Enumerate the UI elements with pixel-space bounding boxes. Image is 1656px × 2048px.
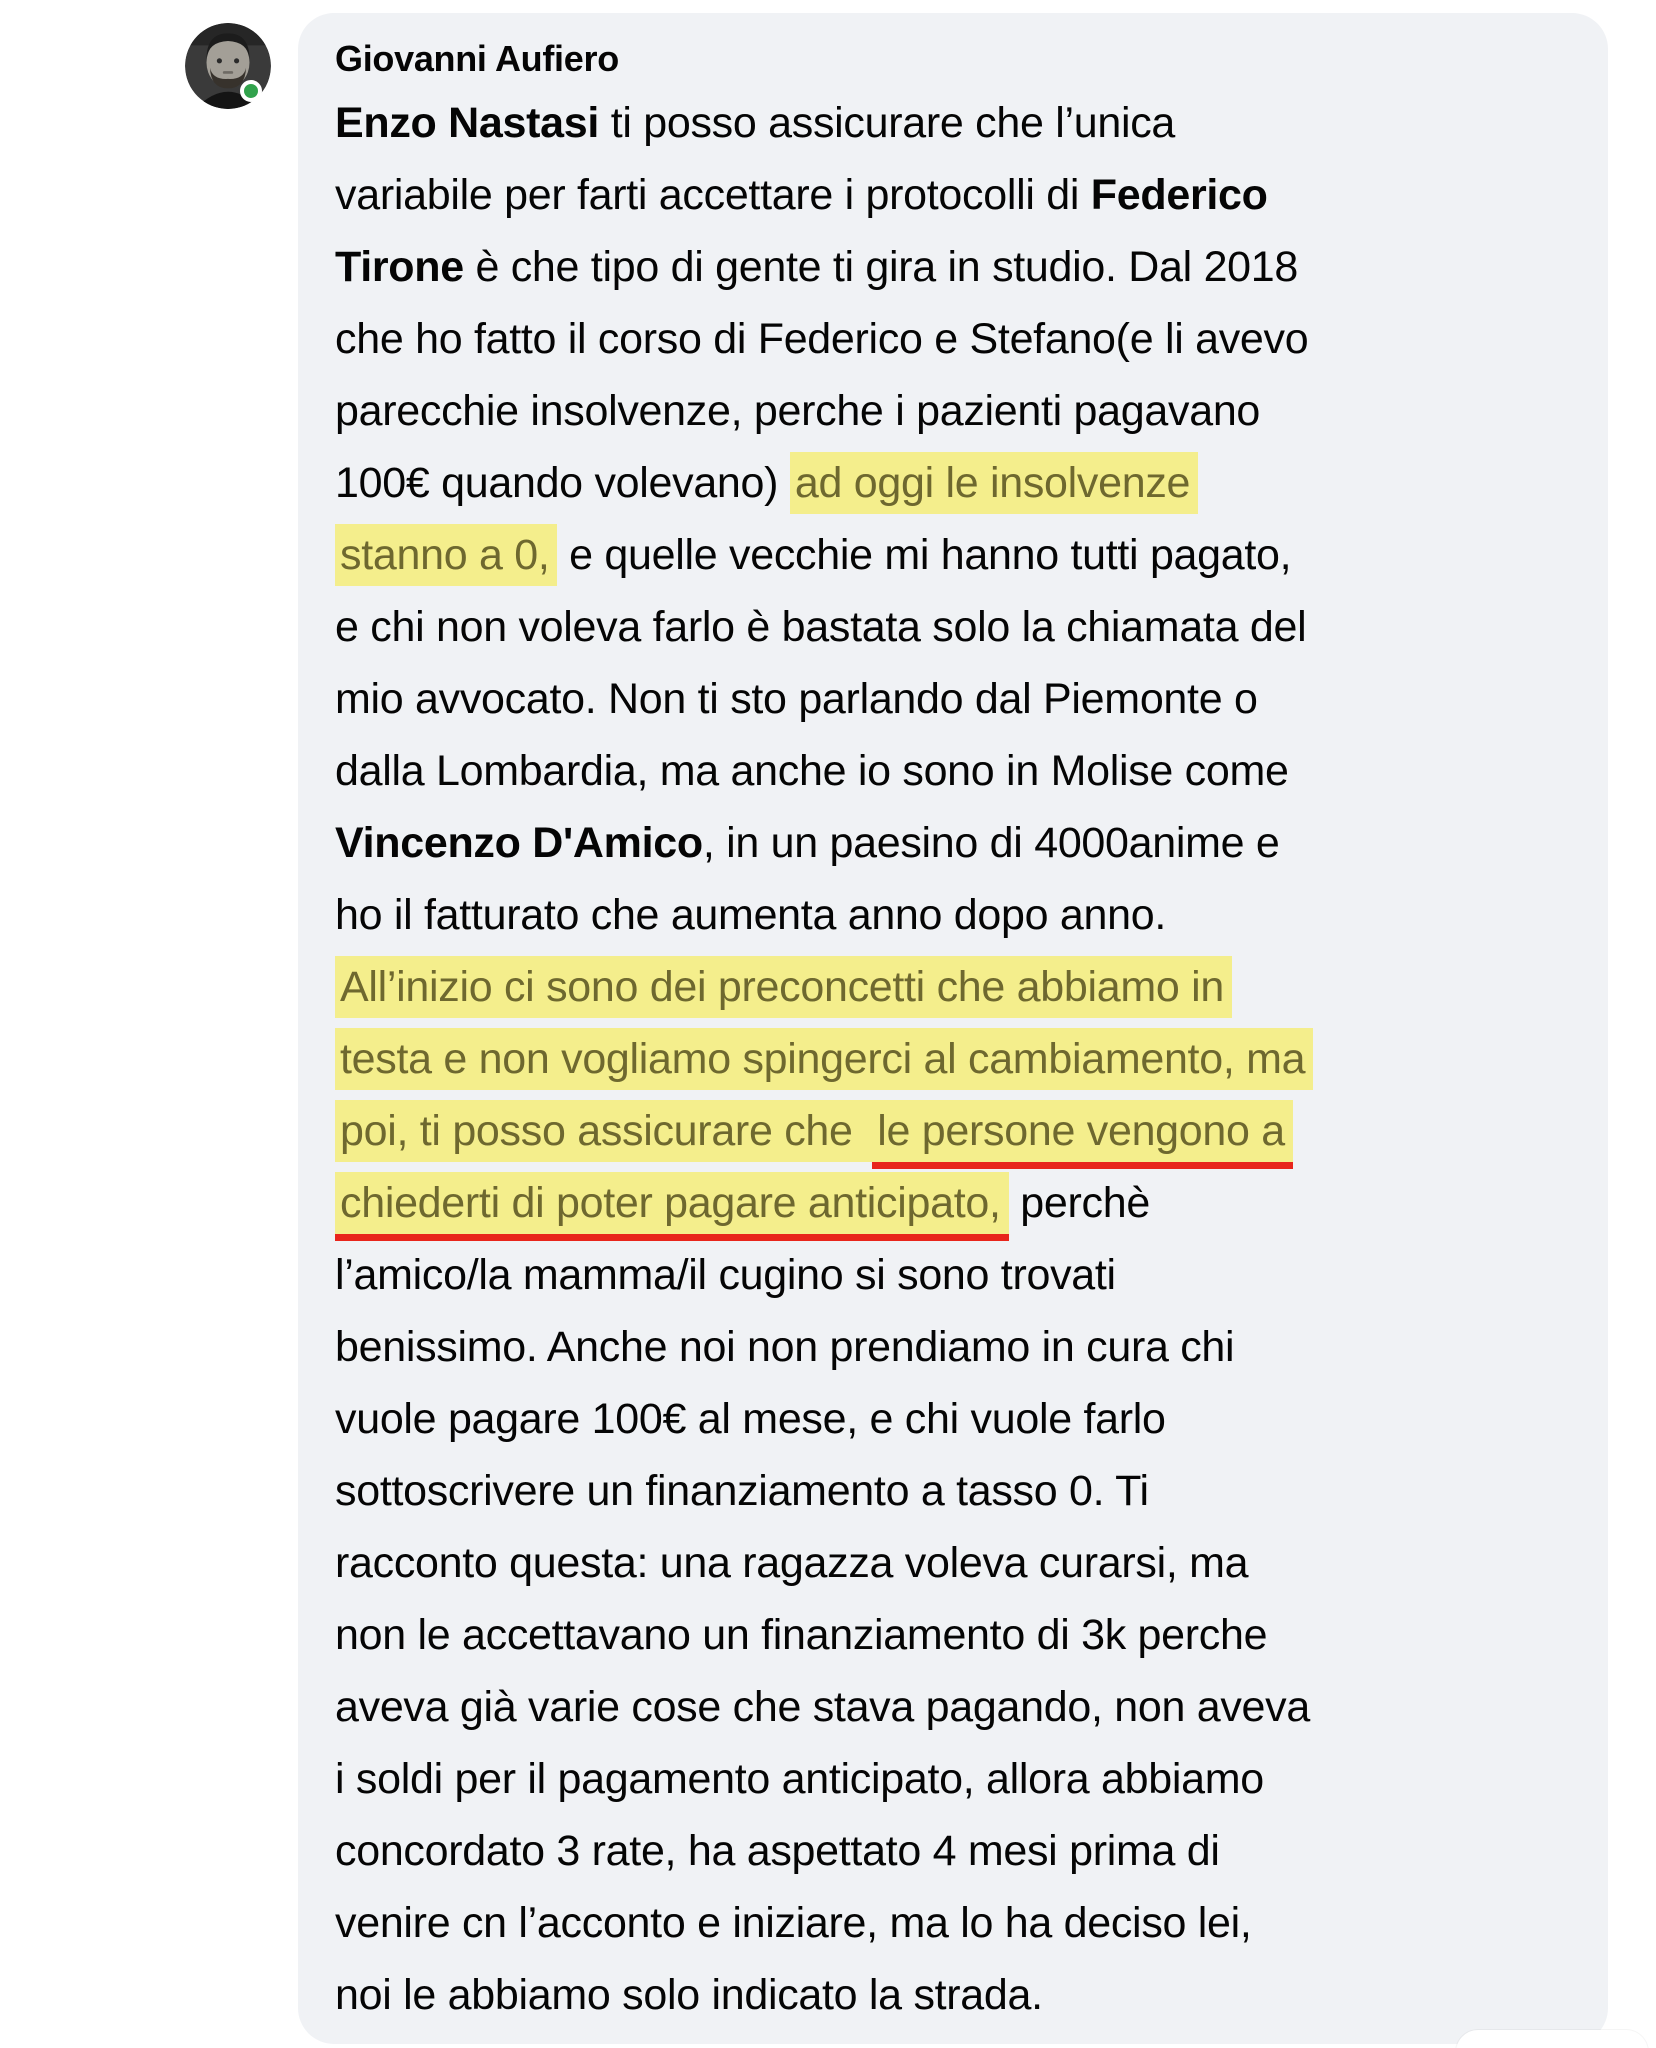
comment-line	[335, 1743, 1588, 1815]
comment-line	[335, 375, 1588, 447]
text-segment: l’amico/la mamma/il cugino si sono trovati	[335, 1251, 1116, 1299]
comment-line	[335, 1671, 1588, 1743]
comment-line	[335, 1887, 1588, 1959]
comment-line	[335, 1023, 1588, 1095]
comment-line	[335, 1383, 1588, 1455]
comment-line	[335, 807, 1588, 879]
comment-line	[335, 663, 1588, 735]
comment-line	[335, 447, 1588, 519]
text-segment: non le accettavano un finanziamento di 3k perche	[335, 1611, 1268, 1659]
text-segment: benissimo. Anche noi non prendiamo in cura chi	[335, 1323, 1235, 1371]
comment-line	[335, 1527, 1588, 1599]
comment-line	[335, 87, 1588, 159]
text-segment: variabile per farti accettare i protocolli di	[335, 171, 1091, 219]
comment-line	[335, 231, 1588, 303]
text-segment: che ho fatto il corso di Federico e Stefano(e li avevo	[335, 315, 1309, 363]
comment-line	[335, 1095, 1588, 1167]
text-segment: i soldi per il pagamento anticipato, allora abbiamo	[335, 1755, 1264, 1803]
text-segment: parecchie insolvenze, perche i pazienti pagavano	[335, 387, 1261, 435]
text-segment: dalla Lombardia, ma anche io sono in Molise come	[335, 747, 1289, 795]
mention-link[interactable]: Enzo Nastasi	[335, 99, 600, 147]
text-segment: e chi non voleva farlo è bastata solo la chiamata del	[335, 603, 1307, 651]
comment-line	[335, 1815, 1588, 1887]
text-segment: è che tipo di gente ti gira in studio. Dal 2018	[463, 243, 1299, 291]
text-segment: racconto questa: una ragazza voleva curarsi, ma	[335, 1539, 1249, 1587]
comment-body	[335, 87, 1588, 2031]
text-segment: chiederti di poter pagare anticipato,	[335, 1172, 1009, 1241]
comment-line	[335, 1959, 1588, 2031]
comment-bubble	[298, 13, 1608, 2044]
comment-line	[335, 159, 1588, 231]
comment-line	[335, 1239, 1588, 1311]
mention-link[interactable]: Federico	[1090, 171, 1268, 219]
text-segment: vuole pagare 100€ al mese, e chi vuole farlo	[335, 1395, 1166, 1443]
comment-line	[335, 303, 1588, 375]
text-segment: perchè	[1008, 1179, 1150, 1227]
text-segment: testa e non vogliamo spingerci al cambiamento, ma	[335, 1028, 1313, 1090]
comment-line	[335, 1167, 1588, 1239]
text-segment: e quelle vecchie mi hanno tutti pagato,	[557, 531, 1292, 579]
text-segment: 100€ quando volevano)	[335, 459, 790, 507]
mention-link[interactable]: Tirone	[335, 243, 464, 291]
comment-line	[335, 951, 1588, 1023]
text-segment: ad oggi le insolvenze	[790, 452, 1198, 514]
text-segment: aveva già varie cose che stava pagando, non aveva	[335, 1683, 1310, 1731]
comment-line	[335, 735, 1588, 807]
avatar[interactable]	[185, 23, 271, 109]
text-segment: concordato 3 rate, ha aspettato 4 mesi prima di	[335, 1827, 1220, 1875]
comment-author[interactable]: Giovanni Aufiero	[335, 38, 619, 79]
text-segment: poi, ti posso assicurare che	[335, 1100, 872, 1162]
text-segment: All’inizio ci sono dei preconcetti che abbiamo in	[335, 956, 1232, 1018]
text-segment: mio avvocato. Non ti sto parlando dal Piemonte o	[335, 675, 1258, 723]
comment-line	[335, 591, 1588, 663]
reaction-pill[interactable]	[1456, 2030, 1648, 2048]
text-segment: stanno a 0,	[335, 524, 557, 586]
comment-line	[335, 1311, 1588, 1383]
comment-line	[335, 879, 1588, 951]
text-segment: ho il fatturato che aumenta anno dopo anno.	[335, 891, 1167, 939]
text-segment: noi le abbiamo solo indicato la strada.	[335, 1971, 1043, 2019]
text-segment: , in un paesino di 4000anime e	[702, 819, 1280, 867]
comment-line	[335, 519, 1588, 591]
text-segment: le persone vengono a	[872, 1100, 1293, 1169]
online-status-icon	[240, 80, 262, 102]
text-segment: sottoscrivere un finanziamento a tasso 0. Ti	[335, 1467, 1149, 1515]
mention-link[interactable]: Vincenzo D'Amico	[335, 819, 703, 867]
comment-line	[335, 1455, 1588, 1527]
comment-line	[335, 1599, 1588, 1671]
text-segment: venire cn l’acconto e iniziare, ma lo ha deciso lei,	[335, 1899, 1252, 1947]
text-segment: ti posso assicurare che l’unica	[599, 99, 1176, 147]
